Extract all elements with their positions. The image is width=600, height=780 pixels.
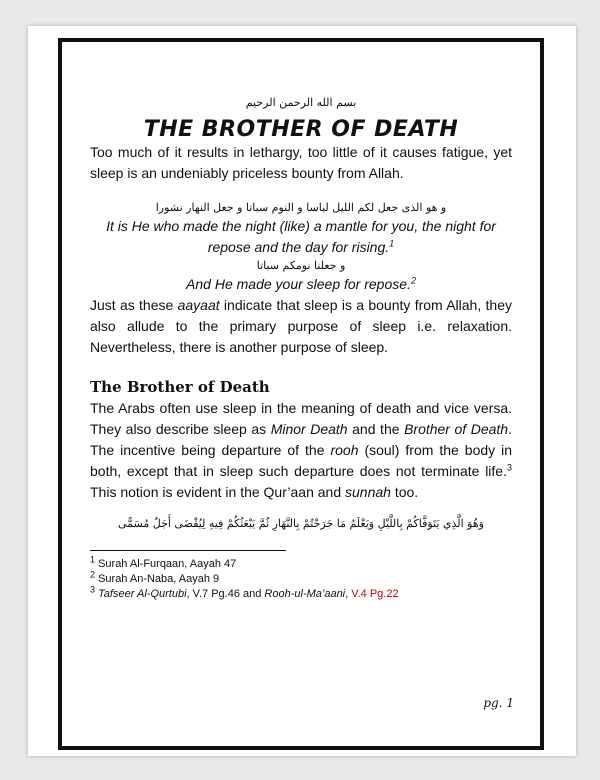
footnote-1-number: 1 [90, 554, 96, 565]
p3-text-c: . The incentive being departure of the [90, 421, 512, 458]
p3-text-b: and the [347, 421, 405, 437]
page-title: THE BROTHER OF DEATH [143, 117, 459, 142]
arabic-verse-1: و هو الذى جعل لكم الليل لباسا و النوم سباتا و جعل النهار نشورا [155, 201, 447, 214]
quran-verse-arabic: وَهُوَ الَّذِي يَتَوَفَّاكُمْ بِاللَّيْلِ وَيَعْلَمُ مَا جَرَحْتُمْ بِالنَّهَارِ ثُمَّ يَبْعَثُكُمْ فِيهِ لِيُقْضَى أَجَلٌ مُسَمًّى [118, 517, 484, 530]
p3-italic-sunnah: sunnah [345, 484, 391, 500]
verse-1-text: It is He who made the night (like) a mantle for you, the night for repose and the day for rising. [106, 218, 496, 255]
section-heading: The Brother of Death [90, 378, 270, 396]
arabic-verse-2: و جعلنا نومكم سباتا [256, 259, 346, 272]
p3-italic-minor-death: Minor Death [270, 421, 348, 437]
verse-2-translation [90, 274, 512, 295]
page-number: pg. 1 [483, 696, 514, 710]
footnote-1-text: Surah Al-Furqaan, Aayah 47 [95, 558, 237, 570]
footnote-ref-3[interactable]: 3 [506, 462, 512, 473]
paragraph-3 [90, 398, 512, 503]
footnote-divider [90, 550, 286, 551]
page-content [62, 42, 540, 746]
paragraph-2-italic: aayaat [177, 297, 220, 313]
p3-text-f: too. [390, 484, 419, 500]
footnote-2-text: Surah An-Naba, Aayah 9 [95, 573, 220, 585]
footnotes [90, 554, 512, 602]
intro-paragraph: Too much of it results in lethargy, too little of it causes fatigue, yet sleep is an undeniably priceless bounty from Allah. [90, 144, 512, 181]
footnote-3-red: V.4 Pg.22 [351, 588, 399, 600]
paragraph-2 [90, 295, 512, 358]
p3-text-a: The Arabs often use sleep in the meaning of death and vice versa. They also describe sleep as [90, 400, 512, 437]
p3-italic-brother-of-death: Brother of Death [404, 421, 509, 437]
footnote-3-sep: , [345, 588, 352, 600]
p3-text-e: This notion is evident in the Qur’aan and [90, 484, 346, 500]
p3-text-d: (soul) from the body in both, except that in sleep such departure does not terminate life. [90, 442, 512, 479]
footnote-3-mid: , V.7 Pg.46 and [186, 588, 265, 600]
page-border-frame [58, 38, 544, 750]
footnote-2 [90, 569, 512, 587]
p3-italic-rooh: rooh [330, 442, 359, 458]
paragraph-2-text-b: indicate that sleep is a bounty from Allah, they also allude to the primary purpose of sleep i.e. relaxation. Nevertheless, there is another purpose of sleep. [90, 297, 512, 355]
footnote-1 [90, 554, 512, 572]
paragraph-2-text-a: Just as these [90, 297, 178, 313]
footnote-3 [90, 584, 512, 602]
footnote-3-number: 3 [90, 584, 96, 595]
verse-1-translation [90, 216, 512, 258]
footnote-3-italic-1: Tafseer Al-Qurtubi [95, 588, 187, 600]
footnote-2-number: 2 [90, 569, 96, 580]
bismillah: بسم الله الرحمن الرحيم [245, 96, 357, 109]
footnote-ref-1[interactable]: 1 [389, 238, 395, 249]
footnote-ref-2[interactable]: 2 [410, 275, 416, 286]
footnote-3-italic-2: Rooh-ul-Ma’aani [264, 588, 346, 600]
verse-2-text: And He made your sleep for repose. [186, 276, 411, 292]
